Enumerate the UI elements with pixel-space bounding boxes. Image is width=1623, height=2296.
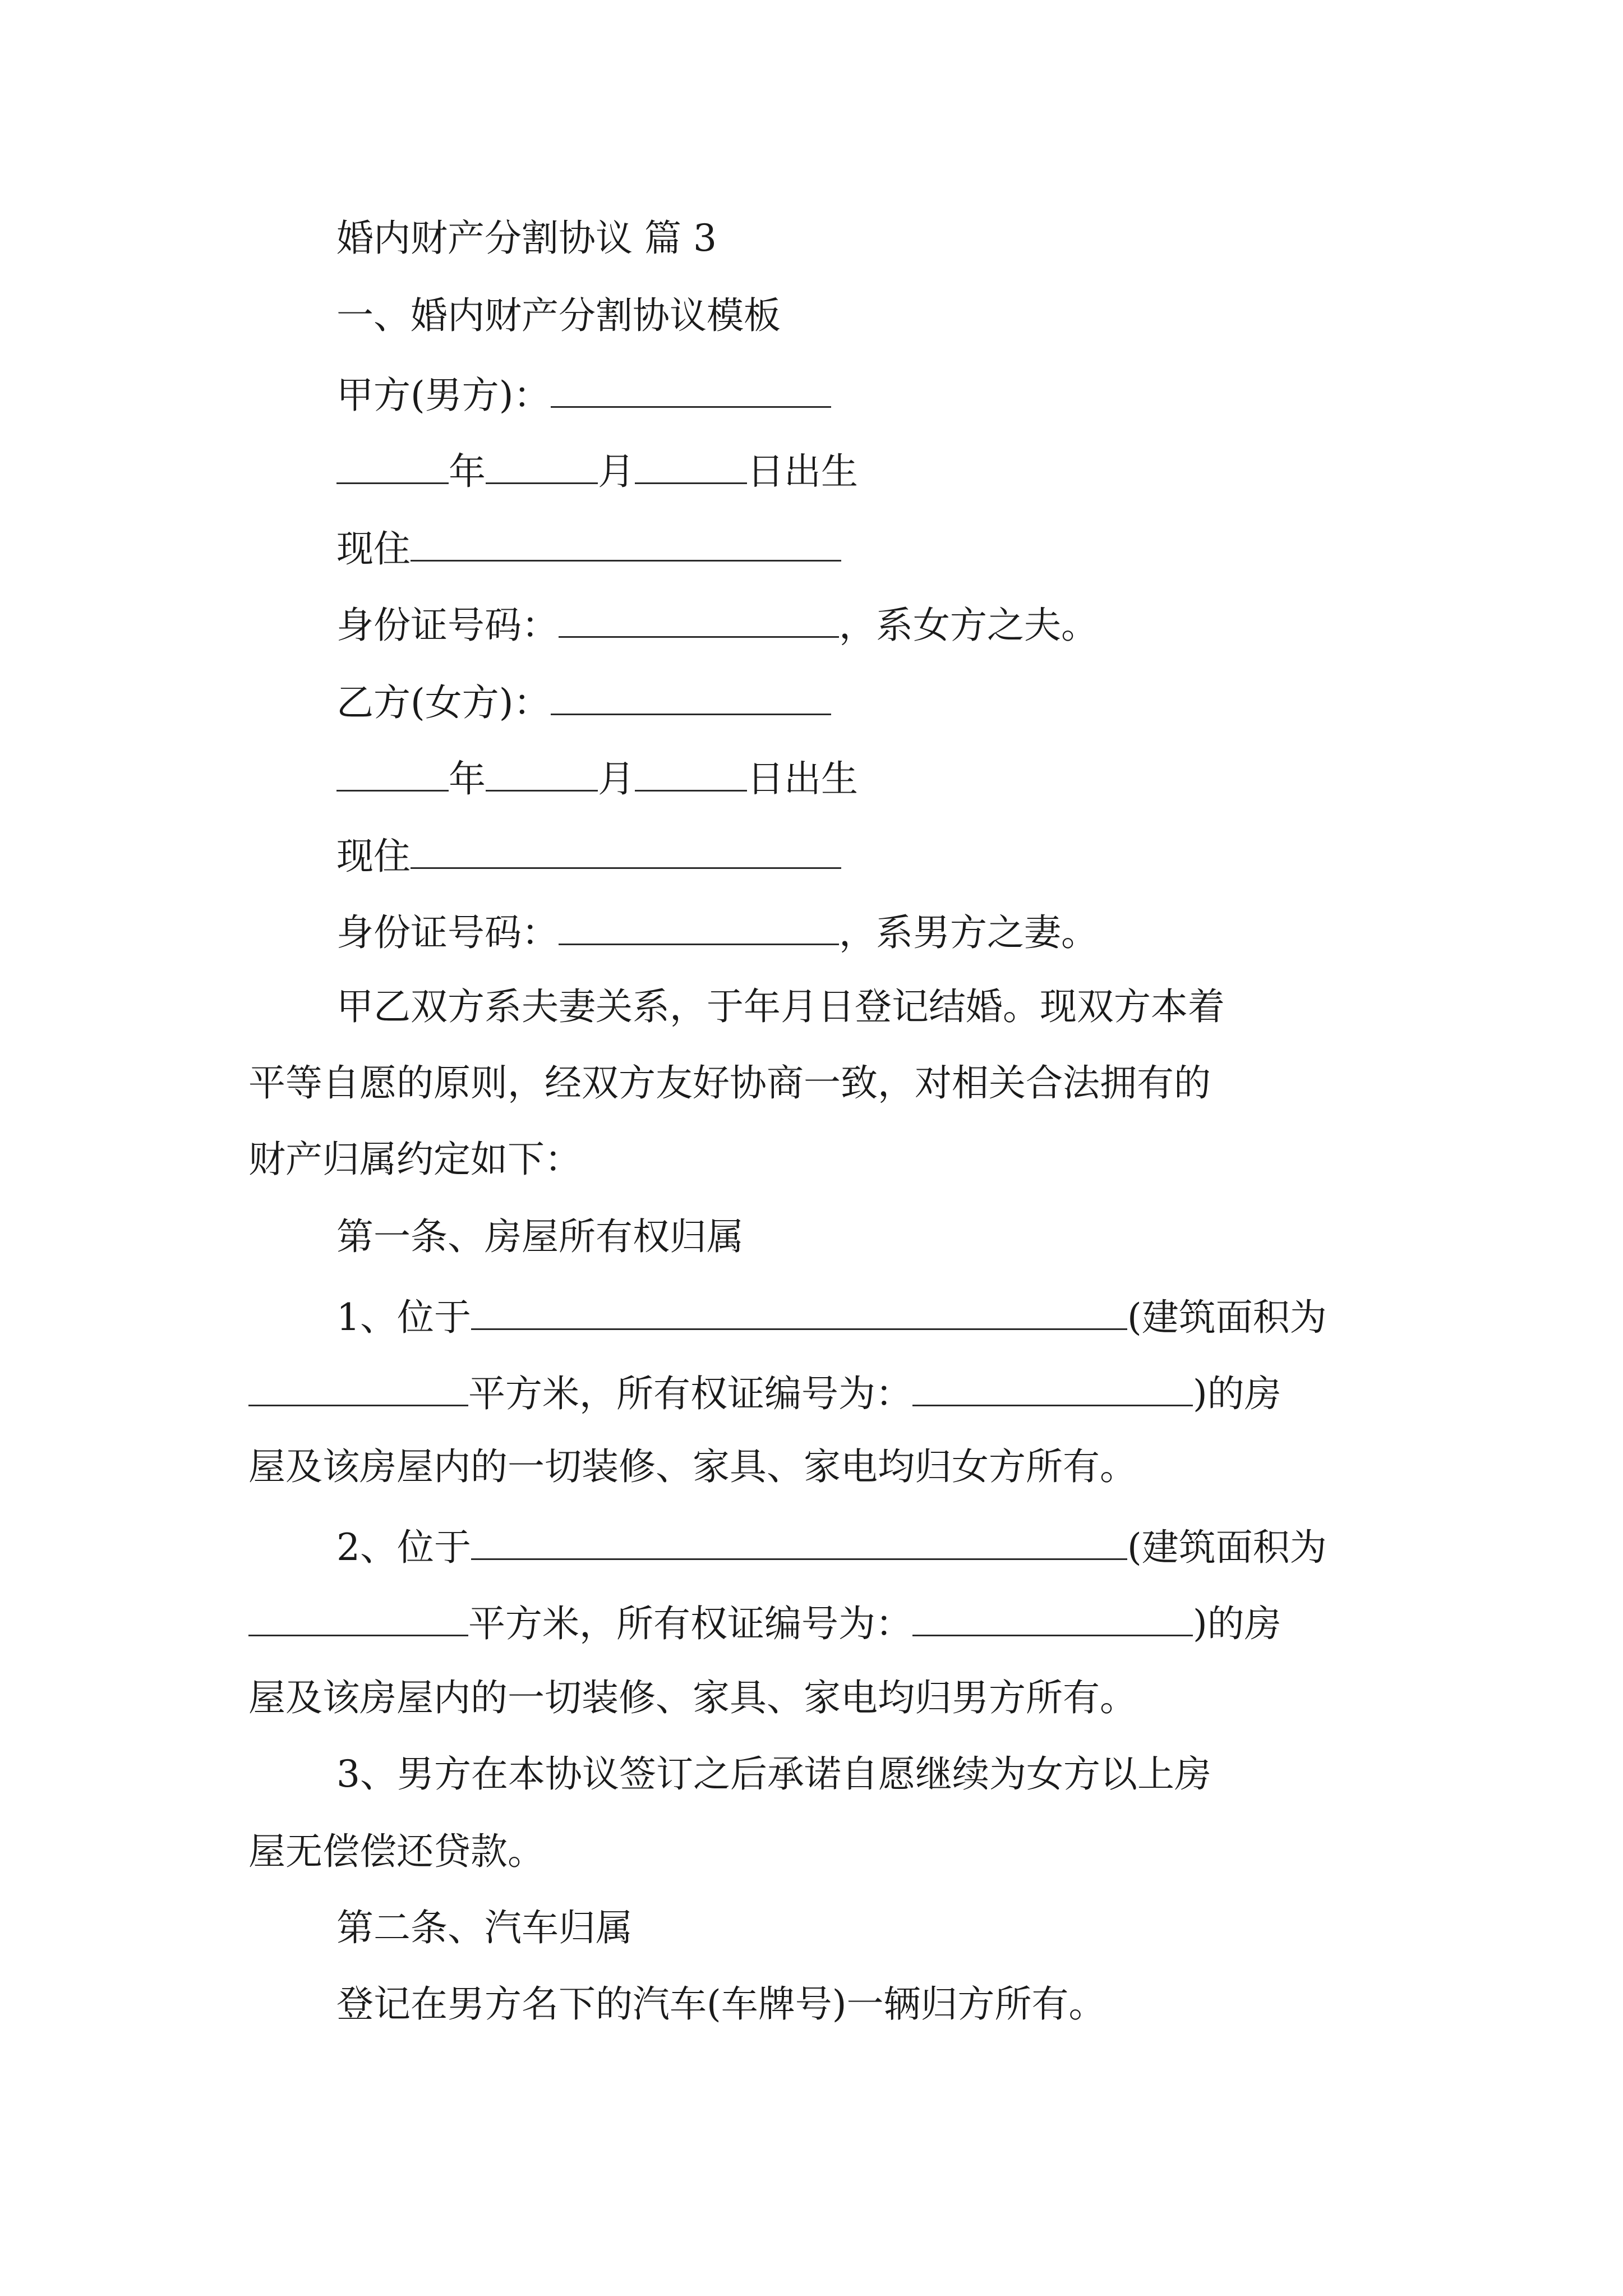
item-2-location-blank xyxy=(471,1526,1127,1560)
party-a-day-label: 日出生 xyxy=(747,450,858,493)
item-1-prefix: 1、位于 xyxy=(336,1296,471,1339)
party-a-id-suffix: ，系女方之夫。 xyxy=(839,604,1098,647)
party-a-name-blank xyxy=(551,374,831,408)
item-1-location-blank xyxy=(471,1296,1127,1330)
party-b-birth-line xyxy=(336,757,858,798)
party-a-id-label: 身份证号码： xyxy=(336,604,559,647)
article-1-heading: 第一条、房屋所有权归属 xyxy=(336,1215,744,1258)
party-b-day-label: 日出生 xyxy=(747,757,858,800)
party-a-month-blank xyxy=(486,450,598,484)
party-b-id-blank xyxy=(559,911,839,945)
item-1-area-label: (建筑面积为 xyxy=(1127,1296,1327,1339)
party-a-id-blank xyxy=(559,604,839,638)
article-2-heading: 第二条、汽车归属 xyxy=(336,1906,633,1949)
party-b-name-blank xyxy=(551,681,831,715)
party-a-id-line xyxy=(336,604,1098,647)
item-2-cert-blank xyxy=(912,1602,1193,1636)
party-b-month-blank xyxy=(486,757,598,792)
intro-line-3: 财产归属约定如下： xyxy=(248,1138,582,1181)
article-1-item-2-line-1 xyxy=(336,1526,1327,1569)
item-1-cert-blank xyxy=(912,1372,1193,1406)
party-a-month-label: 月 xyxy=(598,450,635,493)
item-1-mid: 平方米，所有权证编号为： xyxy=(468,1372,912,1415)
party-b-year-blank xyxy=(336,757,449,792)
article-1-item-1-line-1 xyxy=(336,1296,1327,1339)
item-2-area-blank xyxy=(248,1602,468,1636)
party-b-id-label: 身份证号码： xyxy=(336,911,559,954)
party-a-label: 甲方(男方)： xyxy=(336,374,551,417)
party-a-address-line xyxy=(336,527,841,568)
item-1-area-blank xyxy=(248,1372,468,1406)
party-a-year-label: 年 xyxy=(449,450,486,493)
party-b-label: 乙方(女方)： xyxy=(336,681,551,724)
party-b-address-line xyxy=(336,835,841,878)
party-b-line xyxy=(336,681,831,724)
section-heading: 一、婚内财产分割协议模板 xyxy=(336,294,781,337)
article-1-item-2-line-3: 屋及该房屋内的一切装修、家具、家电均归男方所有。 xyxy=(248,1676,1137,1719)
item-2-suffix: )的房 xyxy=(1193,1602,1281,1645)
article-2-text: 登记在男方名下的汽车(车牌号)一辆归方所有。 xyxy=(336,1982,1106,2026)
party-b-id-line xyxy=(336,911,1098,954)
party-b-year-label: 年 xyxy=(449,757,486,800)
party-a-address-label: 现住 xyxy=(336,527,411,570)
party-b-month-label: 月 xyxy=(598,757,635,800)
party-a-address-blank xyxy=(411,527,841,562)
article-1-item-1-line-3: 屋及该房屋内的一切装修、家具、家电均归女方所有。 xyxy=(248,1445,1137,1488)
intro-line-1: 甲乙双方系夫妻关系，于年月日登记结婚。现双方本着 xyxy=(336,985,1225,1028)
intro-line-2: 平等自愿的原则，经双方友好协商一致，对相关合法拥有的 xyxy=(248,1061,1211,1105)
item-1-suffix: )的房 xyxy=(1193,1372,1281,1415)
party-b-id-suffix: ，系男方之妻。 xyxy=(839,911,1098,954)
article-1-item-2-line-2 xyxy=(248,1602,1281,1645)
article-1-item-3-line-2: 屋无偿偿还贷款。 xyxy=(248,1830,545,1873)
party-a-day-blank xyxy=(635,450,747,484)
document-title: 婚内财产分割协议 篇 3 xyxy=(336,217,717,260)
party-b-address-label: 现住 xyxy=(336,835,411,878)
item-2-mid: 平方米，所有权证编号为： xyxy=(468,1602,912,1645)
party-b-address-blank xyxy=(411,835,841,869)
item-2-prefix: 2、位于 xyxy=(336,1526,471,1569)
party-a-birth-line xyxy=(336,450,858,493)
article-1-item-1-line-2 xyxy=(248,1372,1281,1415)
party-b-day-blank xyxy=(635,757,747,792)
party-a-line xyxy=(336,374,831,417)
item-2-area-label: (建筑面积为 xyxy=(1127,1526,1327,1569)
article-1-item-3-line-1: 3、男方在本协议签订之后承诺自愿继续为女方以上房 xyxy=(336,1752,1211,1796)
party-a-year-blank xyxy=(336,450,449,484)
